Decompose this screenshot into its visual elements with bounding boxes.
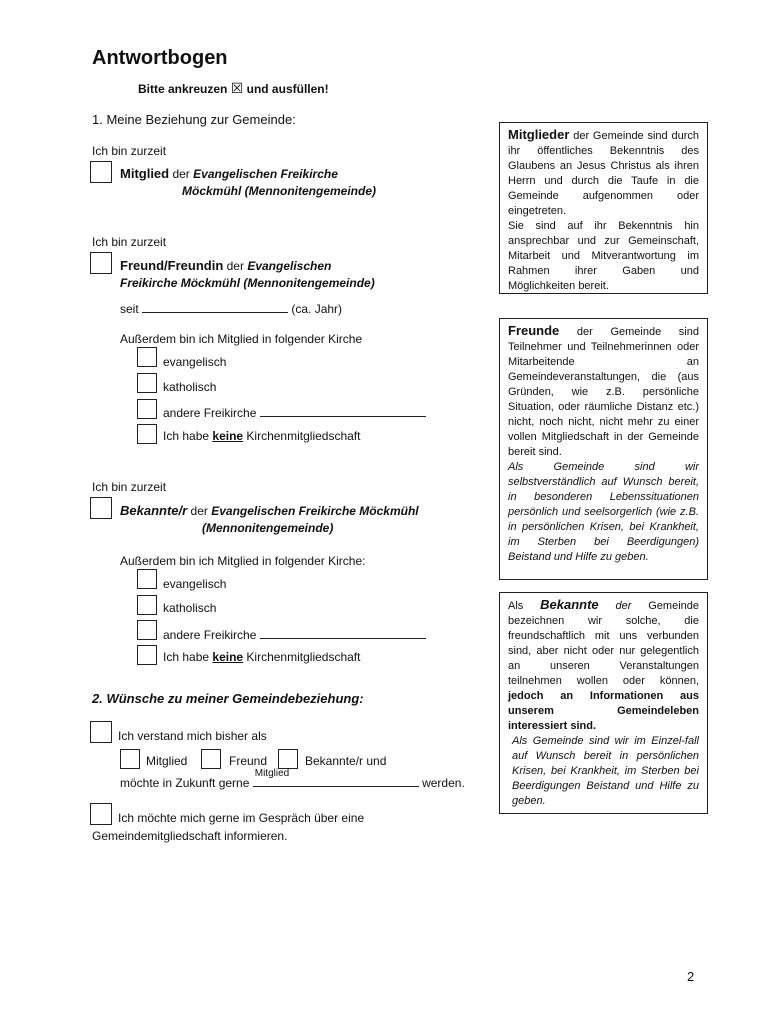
acquaintance-church-line2: (Mennonitengemeinde) — [202, 521, 334, 535]
instruction-after: und ausfüllen! — [246, 82, 329, 96]
checked-box-icon: ☒ — [230, 80, 244, 96]
info-line1: Ich möchte mich gerne im Gespräch über eine — [118, 811, 365, 825]
member-intro: Ich bin zurzeit — [92, 144, 167, 158]
info-line2: Gemeindemitgliedschaft informieren. — [92, 829, 288, 843]
friend-line1 — [120, 258, 331, 274]
members-text1: der Gemeinde sind durch ihr öffentliches Bekenntnis des Glaubens an Jesus Christus als ihren Herrn und durch die Taufe in die Gemeinde aufgenommen oder eingetreten. — [508, 130, 699, 217]
acquaintance-option-checkbox[interactable] — [137, 620, 157, 640]
other-church-label: andere Freikirche — [163, 628, 257, 642]
acquaintance-checkbox[interactable] — [90, 497, 112, 519]
member-der: der — [172, 167, 190, 181]
acquaintance-line1 — [120, 503, 419, 519]
acquaintance-option-none — [163, 650, 360, 664]
friends-info-panel — [499, 318, 708, 580]
understood-text: Ich verstand mich bisher als — [118, 729, 267, 743]
section1-heading: 1. Meine Beziehung zur Gemeinde: — [92, 112, 296, 127]
future-prefix: möchte in Zukunft gerne — [120, 776, 250, 790]
role-friend-label: Freund — [229, 754, 268, 768]
role-friend-checkbox[interactable] — [201, 749, 221, 769]
other-church-field[interactable] — [260, 404, 426, 417]
member-label: Mitglied — [120, 166, 170, 181]
future-line — [120, 768, 465, 790]
acquaintances-pre: Als — [508, 600, 524, 612]
friend-also-member: Außerdem bin ich Mitglied in folgender Kirche — [120, 332, 363, 346]
page-title: Antwortbogen — [92, 47, 228, 69]
friend-label: Freund/Freundin — [120, 258, 224, 273]
friend-option-none — [163, 429, 360, 443]
friend-option-checkbox[interactable] — [137, 347, 157, 367]
role-member-label: Mitglied — [146, 754, 188, 768]
member-church-line2: Möckmühl (Mennonitengemeinde) — [182, 184, 377, 198]
members-text2: Sie sind auf ihr Bekenntnis hin ansprechbar und zur Gemeinschaft, Mitarbeit und Mitverantwortung im Rahmen ihrer Gaben und Möglichkeiten bereit. — [508, 220, 699, 292]
since-suffix: (ca. Jahr) — [291, 302, 343, 316]
acquaintances-der: der — [615, 600, 632, 612]
acquaintance-option-evangelisch: evangelisch — [163, 577, 227, 591]
friend-option-katholisch: katholisch — [163, 380, 217, 394]
future-role-value: Mitglied — [254, 768, 290, 779]
info-checkbox[interactable] — [90, 803, 112, 825]
none-keyword: keine — [212, 650, 244, 664]
friends-text1: der Gemeinde sind Teilnehmer und Teilnehmerinnen oder Mitarbeitende an Gemeindeveranstaltungen, die (aus Gründen, wie z.B. persönliche Situation, oder räumliche Distanz etc.) nicht, noch nicht, nicht mehr zu einer vollen Mitgliedschaft in der Gemeinde bereit sind. — [508, 326, 699, 458]
friend-checkbox[interactable] — [90, 252, 112, 274]
future-suffix: werden. — [422, 776, 465, 790]
none-prefix: Ich habe — [163, 650, 210, 664]
since-year-field[interactable] — [142, 300, 288, 313]
friend-option-checkbox[interactable] — [137, 373, 157, 393]
member-checkbox[interactable] — [90, 161, 112, 183]
acquaintance-option-katholisch: katholisch — [163, 601, 217, 615]
none-prefix: Ich habe — [163, 429, 210, 443]
member-church-line1: Evangelischen Freikirche — [193, 167, 338, 181]
friend-option-checkbox[interactable] — [137, 399, 157, 419]
acquaintances-info-panel — [499, 592, 708, 814]
friend-since — [120, 300, 342, 316]
acquaintances-text2: Als Gemeinde sind wir im Einzel-fall auf Wunsch bereit in persönlichen Krisen, bei Krankheit, im Sterben bei Beerdigungen Beistand und Hilfe zu geben. — [512, 735, 699, 807]
friends-lead: Freunde — [508, 323, 560, 338]
role-acquaintance-label: Bekannte/r und — [305, 754, 387, 768]
acquaintance-intro: Ich bin zurzeit — [92, 480, 167, 494]
instruction-before: Bitte ankreuzen — [138, 82, 228, 96]
acquaintance-church-line1: Evangelischen Freikirche Möckmühl — [211, 504, 419, 518]
members-info-panel — [499, 122, 708, 294]
friend-option-other — [163, 404, 426, 420]
none-suffix: Kirchenmitgliedschaft — [246, 429, 361, 443]
friend-der: der — [226, 259, 244, 273]
page-number: 2 — [687, 969, 695, 984]
acquaintance-also-member: Außerdem bin ich Mitglied in folgender Kirche: — [120, 554, 366, 568]
friend-intro: Ich bin zurzeit — [92, 235, 167, 249]
acquaintances-text1: Gemeinde bezeichnen wir solche, die freundschaftlich mit uns verbunden sind, aber nicht oder nur gelegentlich an unseren Veranstaltungen teilnehmen wollen oder können, — [508, 600, 700, 687]
friend-church-line1: Evangelischen — [247, 259, 332, 273]
acquaintances-text-bold: jedoch an Informationen aus unserem Gemeindeleben interessiert sind. — [508, 690, 699, 732]
acquaintance-option-checkbox[interactable] — [137, 569, 157, 589]
friends-text2: Als Gemeinde sind wir selbstverständlich auf Wunsch bereit, in besonderen Lebenssituationen persönlich und seelsorgerlich (wie z.B. in persönlichen Krisen, bei Krankheit, im Sterben bei Beerdigungen) Beistand und Hilfe zu geben. — [508, 461, 699, 563]
acquaintance-option-checkbox[interactable] — [137, 645, 157, 665]
acquaintance-label: Bekannte/r — [120, 503, 188, 518]
section2-heading: 2. Wünsche zu meiner Gemeindebeziehung: — [92, 691, 364, 706]
acquaintances-lead: Bekannte — [540, 597, 599, 612]
none-keyword: keine — [212, 429, 244, 443]
acquaintance-option-checkbox[interactable] — [137, 595, 157, 615]
other-church-field[interactable] — [260, 626, 426, 639]
understood-checkbox[interactable] — [90, 721, 112, 743]
since-prefix: seit — [120, 302, 139, 316]
acquaintance-option-other — [163, 626, 426, 642]
role-acquaintance-checkbox[interactable] — [278, 749, 298, 769]
other-church-label: andere Freikirche — [163, 406, 257, 420]
acquaintance-der: der — [190, 504, 208, 518]
instruction — [138, 80, 329, 97]
members-lead: Mitglieder — [508, 127, 570, 142]
none-suffix: Kirchenmitgliedschaft — [246, 650, 361, 664]
member-line1 — [120, 166, 338, 182]
role-member-checkbox[interactable] — [120, 749, 140, 769]
future-role-field[interactable] — [253, 768, 419, 787]
friend-option-evangelisch: evangelisch — [163, 355, 227, 369]
friend-church-line2: Freikirche Möckmühl (Mennonitengemeinde) — [120, 276, 375, 290]
friend-option-checkbox[interactable] — [137, 424, 157, 444]
